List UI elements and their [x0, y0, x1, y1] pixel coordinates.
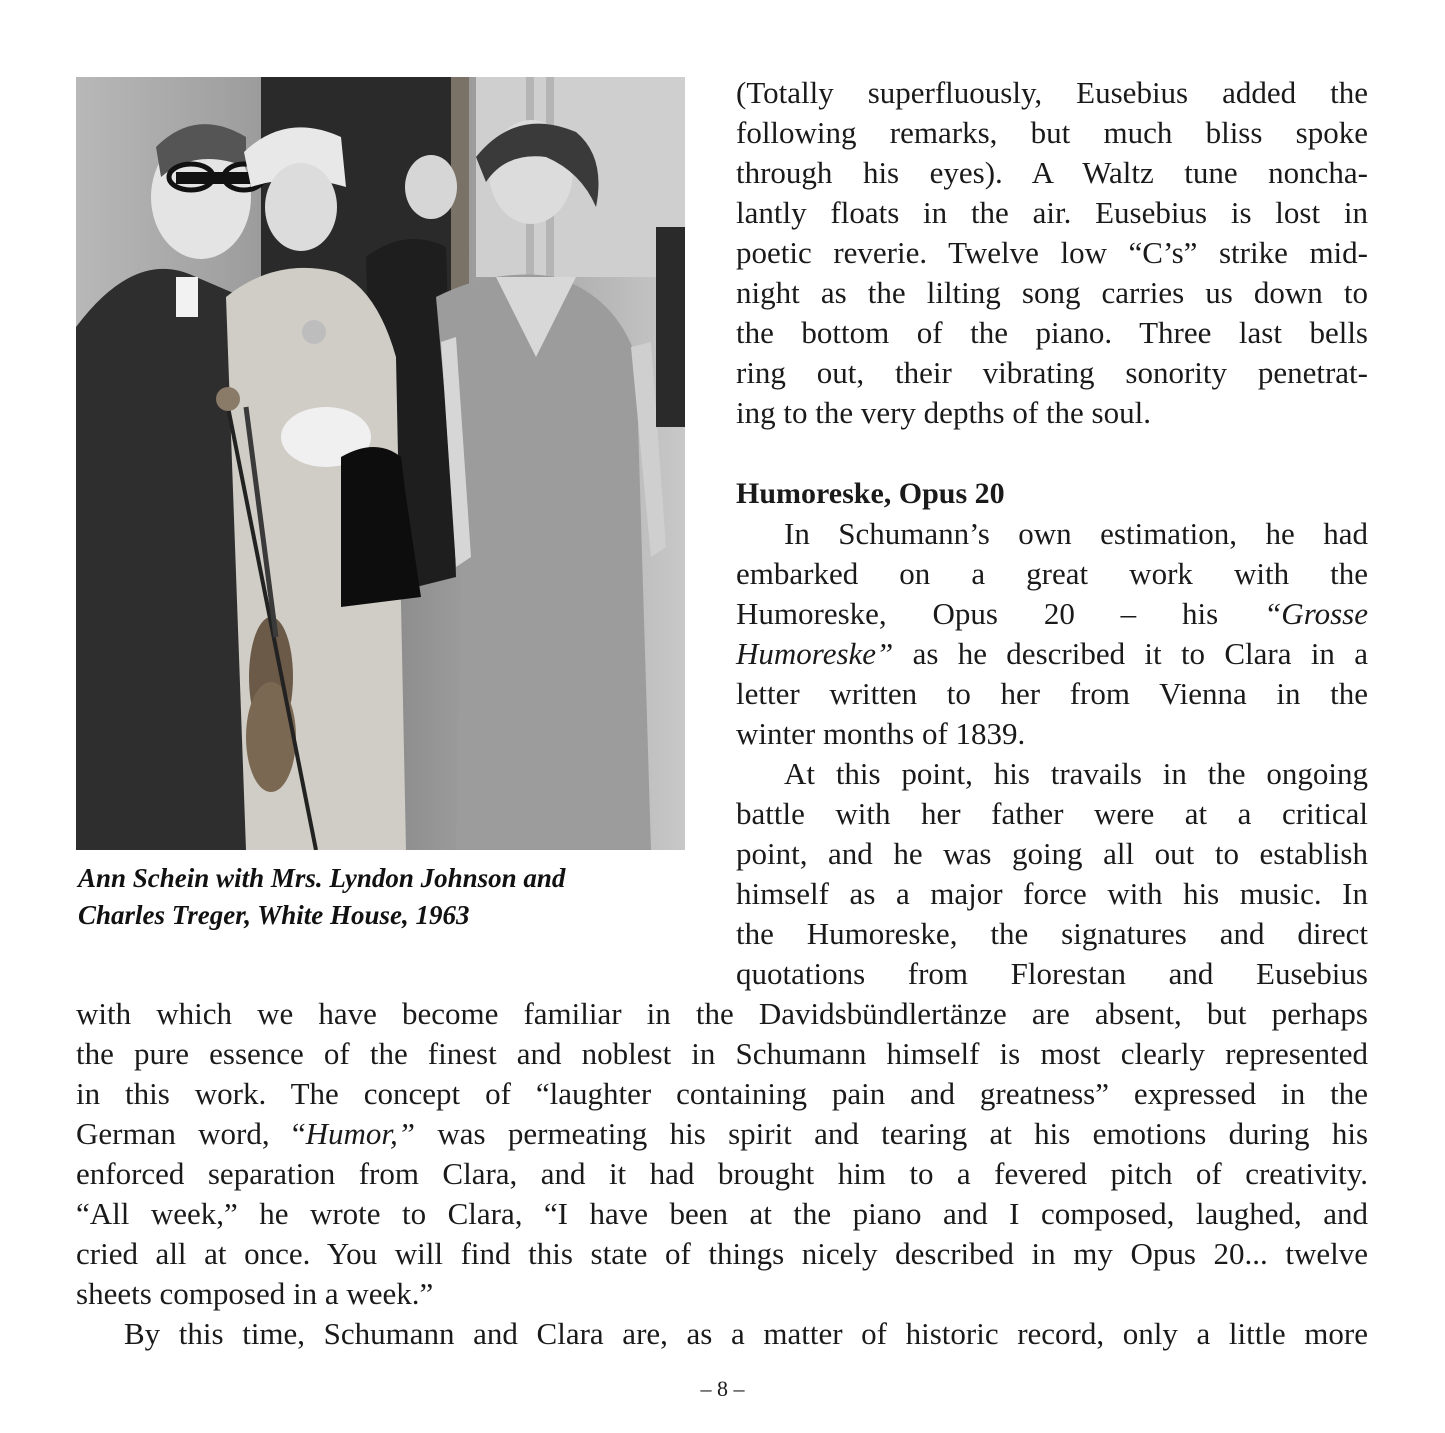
body-text-line: through his eyes). A Waltz tune noncha- [736, 155, 1368, 190]
body-text-line: battle with her father were at a critical [736, 796, 1368, 831]
photo-caption [78, 860, 688, 934]
body-text-line: cried all at once. You will find this state of things nicely described in my Opus 20... twelve [76, 1236, 1368, 1271]
text-run: Humoreske, Opus 20 – his [736, 596, 1265, 631]
italic-title: Humoreske” [736, 636, 894, 671]
caption-line: Charles Treger, White House, 1963 [78, 900, 470, 930]
body-text-line: ing to the very depths of the soul. [736, 395, 1151, 430]
body-text-line: (Totally superfluously, Eusebius added the [736, 75, 1368, 110]
body-text-line: embarked on a great work with the [736, 556, 1368, 591]
body-text-line [736, 634, 1368, 674]
body-text-line: the pure essence of the finest and noblest in Schumann himself is most clearly represented [76, 1036, 1368, 1071]
caption-line: Ann Schein with Mrs. Lyndon Johnson and [78, 863, 566, 893]
body-text-line: ring out, their vibrating sonority penetrat- [736, 355, 1368, 390]
body-text-line: point, and he was going all out to establish [736, 836, 1368, 871]
body-text-line: the Humoreske, the signatures and direct [736, 916, 1368, 951]
text-run: as he described it to Clara in a [893, 636, 1368, 671]
text-run: German word, “ [76, 1116, 306, 1151]
body-text-line: letter written to her from Vienna in the [736, 676, 1368, 711]
body-text-line: himself as a major force with his music. In [736, 876, 1368, 911]
body-text-line: winter months of 1839. [736, 716, 1026, 751]
body-text-line: in this work. The concept of “laughter containing pain and greatness” expressed in the [76, 1076, 1368, 1111]
body-text-line: night as the lilting song carries us down to [736, 275, 1368, 310]
body-text-line: “All week,” he wrote to Clara, “I have been at the piano and I composed, laughed, and [76, 1196, 1368, 1231]
body-text-line: sheets composed in a week.” [76, 1276, 434, 1311]
photograph [76, 77, 685, 850]
body-text-line: poetic reverie. Twelve low “C’s” strike mid- [736, 235, 1368, 270]
body-text-line [76, 1114, 1368, 1154]
italic-title: “Grosse [1264, 596, 1368, 631]
page-number: – 8 – [700, 1376, 745, 1401]
body-text-line: quotations from Florestan and Eusebius [736, 956, 1368, 991]
body-text-line: By this time, Schumann and Clara are, as a matter of historic record, only a little more [124, 1316, 1368, 1351]
body-text-line: following remarks, but much bliss spoke [736, 115, 1368, 150]
photo-image [76, 77, 685, 850]
body-text-line: with which we have become familiar in the Davidsbündlertänze are absent, but perhaps [76, 996, 1368, 1031]
body-text-line: In Schumann’s own estimation, he had [784, 516, 1368, 551]
italic-word: Humor,” [305, 1116, 416, 1151]
body-text-line: At this point, his travails in the ongoing [784, 756, 1368, 791]
body-text-line: the bottom of the piano. Three last bells [736, 315, 1368, 350]
body-text-line: enforced separation from Clara, and it had brought him to a fevered pitch of creativity. [76, 1156, 1368, 1191]
section-heading: Humoreske, Opus 20 [736, 477, 1005, 510]
text-run: was permeating his spirit and tearing at his emotions during his [415, 1116, 1369, 1151]
body-text-line: lantly floats in the air. Eusebius is lost in [736, 195, 1368, 230]
body-text-line [736, 594, 1368, 634]
